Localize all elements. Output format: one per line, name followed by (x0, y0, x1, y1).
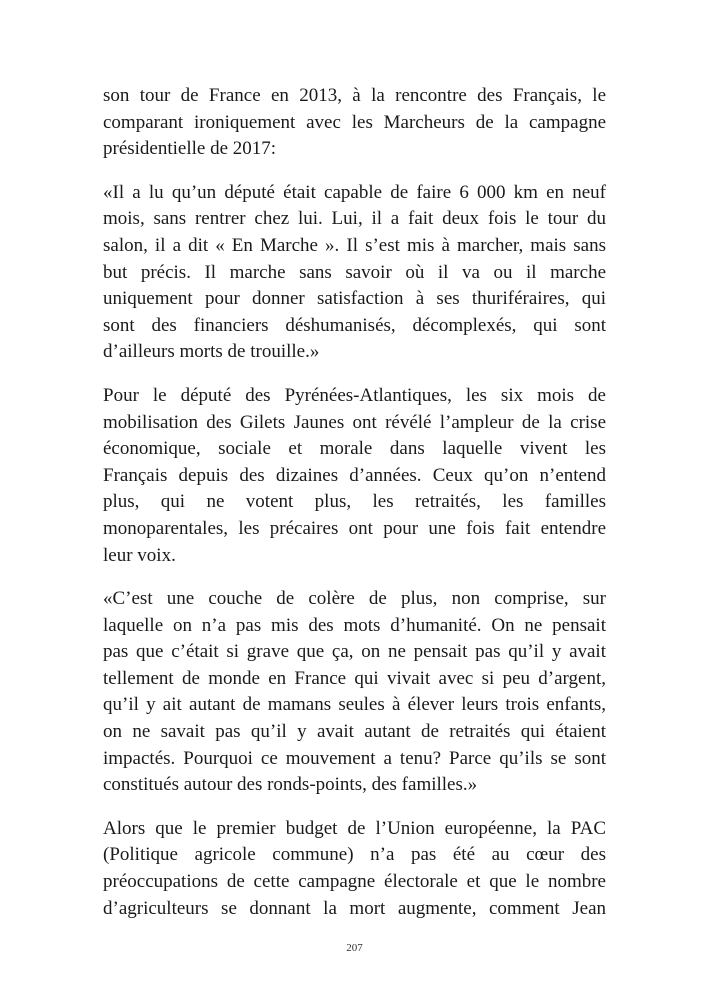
text-line: «C’est une couche de colère de plus, non comprise, sur (103, 588, 606, 610)
text-line: économique, sociale et morale dans laquelle vivent les (103, 438, 606, 460)
paragraph-3 (103, 816, 606, 922)
text-line: Français depuis des dizaines d’années. Ceux qu’on n’entend (103, 464, 606, 486)
text-line: d’agriculteurs se donnant la mort augmente, comment Jean (103, 897, 606, 919)
text-line: monoparentales, les précaires ont pour une fois fait entendre (103, 517, 606, 539)
quote-paragraph-1 (103, 180, 606, 366)
text-line: Alors que le premier budget de l’Union européenne, la PAC (103, 817, 606, 839)
text-line: but précis. Il marche sans savoir où il va ou il marche (103, 261, 606, 283)
text-line: comparant ironiquement avec les Marcheurs de la campagne (103, 111, 606, 133)
page-body (103, 83, 606, 939)
page-number: 207 (346, 942, 363, 954)
text-line: uniquement pour donner satisfaction à ses thuriféraires, qui (103, 288, 606, 310)
text-line: (Politique agricole commune) n’a pas été au cœur des (103, 844, 606, 866)
text-line: salon, il a dit « En Marche ». Il s’est mis à marcher, mais sans (103, 234, 606, 256)
text-line: plus, qui ne votent plus, les retraités, les familles (103, 491, 606, 513)
text-line: mobilisation des Gilets Jaunes ont révélé l’ampleur de la crise (103, 411, 606, 433)
text-line: présidentielle de 2017: (103, 138, 277, 160)
text-line: mois, sans rentrer chez lui. Lui, il a fait deux fois le tour du (103, 208, 606, 230)
text-line: sont des financiers déshumanisés, décomplexés, qui sont (103, 314, 606, 336)
quote-paragraph-2 (103, 586, 606, 799)
text-line: pas que c’était si grave que ça, on ne pensait pas qu’il y avait (103, 641, 606, 663)
text-line: qu’il y ait autant de mamans seules à élever leurs trois enfants, (103, 694, 606, 716)
text-line: «Il a lu qu’un député était capable de faire 6 000 km en neuf (103, 181, 606, 203)
paragraph-2 (103, 383, 606, 569)
text-line: leur voix. (103, 544, 176, 566)
text-line: d’ailleurs morts de trouille.» (103, 341, 320, 363)
text-line: impactés. Pourquoi ce mouvement a tenu? Parce qu’ils se sont (103, 747, 606, 769)
text-line: Pour le député des Pyrénées-Atlantiques, les six mois de (103, 384, 606, 406)
text-line: préoccupations de cette campagne électorale et que le nombre (103, 871, 606, 893)
text-line: tellement de monde en France qui vivait avec si peu d’argent, (103, 667, 606, 689)
text-line: laquelle on n’a pas mis des mots d’humanité. On ne pensait (103, 614, 606, 636)
paragraph-1 (103, 83, 606, 163)
text-line: constitués autour des ronds-points, des familles.» (103, 774, 478, 796)
text-line: son tour de France en 2013, à la rencontre des Français, le (103, 85, 606, 106)
text-line: on ne savait pas qu’il y avait autant de retraités qui étaient (103, 721, 606, 743)
